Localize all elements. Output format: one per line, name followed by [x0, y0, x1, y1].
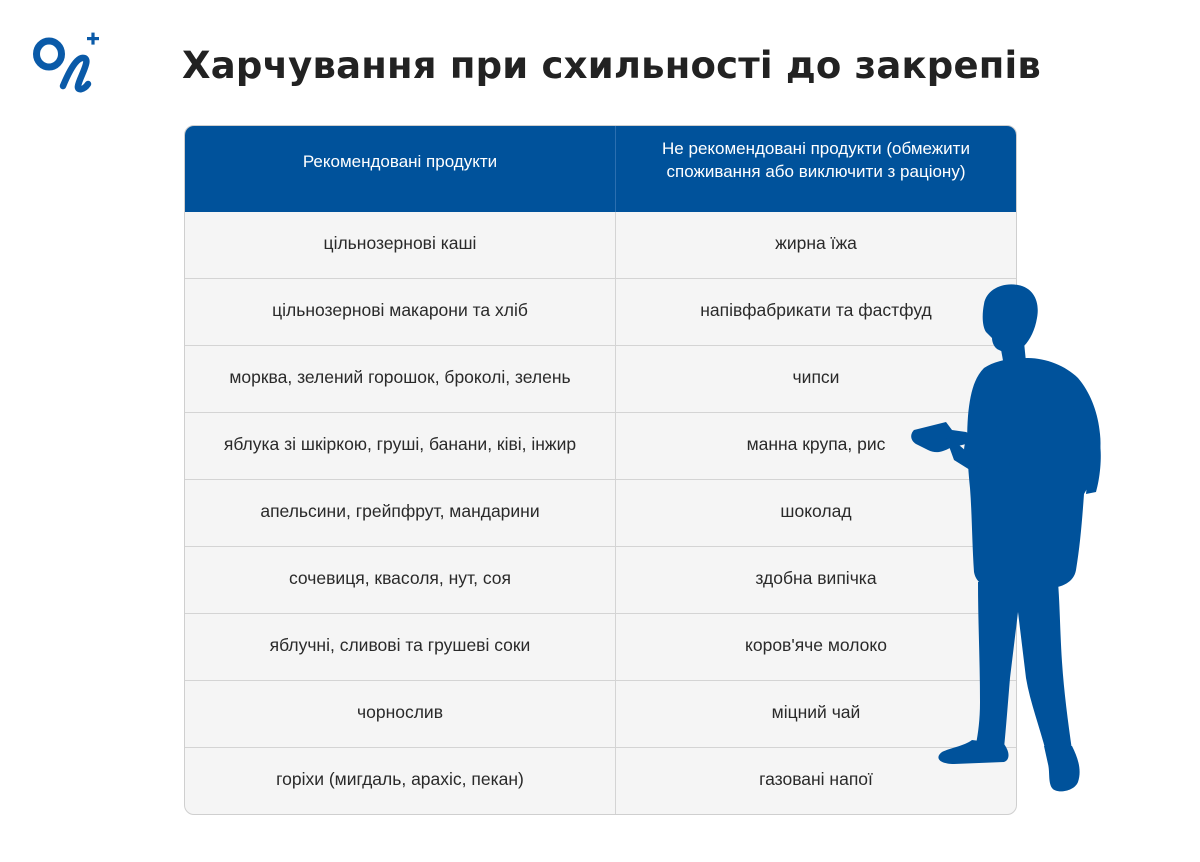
not-recommended-cell: коров'яче молоко	[745, 634, 887, 655]
recommended-cell: чорнослив	[185, 681, 616, 747]
recommended-cell: цільнозернові каші	[185, 212, 616, 278]
not-recommended-cell: здобна випічка	[755, 567, 877, 588]
header-not-recommended: Не рекомендовані продукти (обмежити споживання або виключити з раціону)	[662, 139, 970, 181]
table-row	[185, 479, 1016, 546]
recommended-cell: горіхи (мигдаль, арахіс, пекан)	[185, 748, 616, 814]
table-row	[185, 680, 1016, 747]
brand-logo	[32, 28, 104, 94]
table-row	[185, 412, 1016, 479]
table-row	[185, 613, 1016, 680]
recommended-cell: морква, зелений горошок, броколі, зелень	[185, 346, 616, 412]
man-silhouette-icon	[906, 282, 1106, 797]
not-recommended-cell: газовані напої	[759, 768, 873, 789]
table-row	[185, 212, 1016, 278]
table-body	[185, 212, 1016, 814]
recommended-cell: апельсини, грейпфрут, мандарини	[185, 480, 616, 546]
table-row	[185, 278, 1016, 345]
not-recommended-cell: міцний чай	[771, 701, 861, 722]
not-recommended-cell: шоколад	[780, 500, 852, 521]
not-recommended-cell: манна крупа, рис	[746, 433, 886, 454]
food-table	[184, 125, 1017, 815]
page-title: Харчування при схильності до закрепів	[182, 44, 1042, 87]
not-recommended-cell: чипси	[792, 366, 840, 387]
recommended-cell: цільнозернові макарони та хліб	[185, 279, 616, 345]
table-row	[185, 747, 1016, 814]
not-recommended-cell: жирна їжа	[775, 232, 857, 253]
table-header	[185, 126, 1016, 212]
table-row	[185, 345, 1016, 412]
recommended-cell: яблучні, сливові та грушеві соки	[185, 614, 616, 680]
recommended-cell: сочевиця, квасоля, нут, соя	[185, 547, 616, 613]
table-row	[185, 546, 1016, 613]
recommended-cell: яблука зі шкіркою, груші, банани, ківі, інжир	[185, 413, 616, 479]
not-recommended-cell: напівфабрикати та фастфуд	[700, 299, 932, 320]
header-recommended: Рекомендовані продукти	[185, 126, 616, 212]
